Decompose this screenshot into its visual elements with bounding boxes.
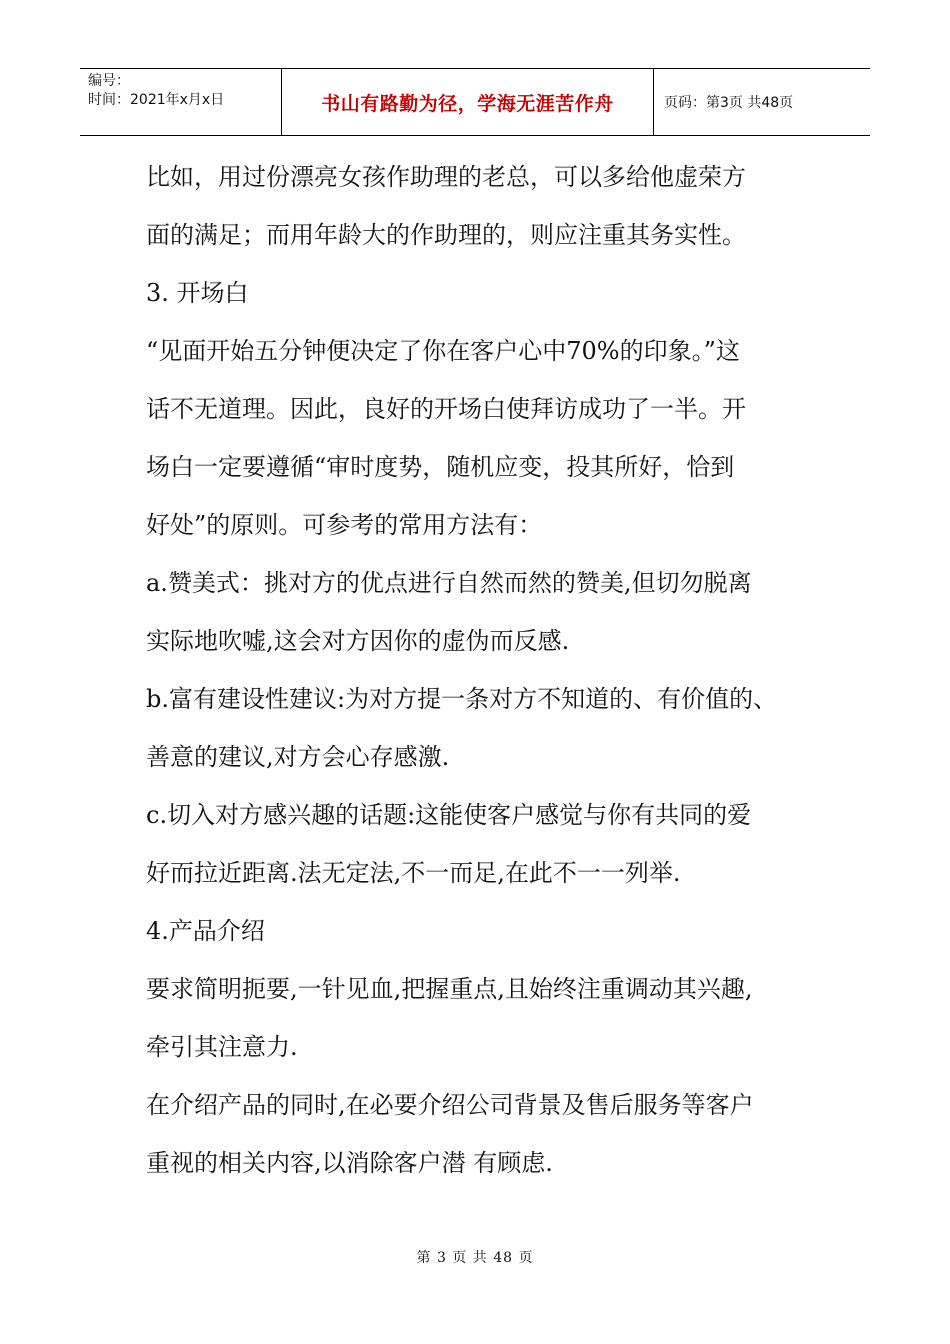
number-label: 编号： <box>88 73 130 89</box>
header-meta <box>80 69 282 135</box>
paragraph-line: 比如，用过份漂亮女孩作助理的老总，可以多给他虚荣方 <box>146 163 746 191</box>
header-motto-cell <box>282 69 654 135</box>
paragraph-line: 在介绍产品的同时,在必要介绍公司背景及售后服务等客户 <box>146 1091 754 1119</box>
page-info-text: 页码：第3页 共48页 <box>664 95 794 111</box>
paragraph-line: 要求简明扼要,一针见血,把握重点,且始终注重调动其兴趣, <box>146 975 753 1003</box>
paragraph-line: “见面开始五分钟便决定了你在客户心中70%的印象。”这 <box>146 337 740 365</box>
paragraph-line: 重视的相关内容,以消除客户潜 有顾虑. <box>146 1149 553 1177</box>
page-header <box>80 68 870 136</box>
paragraph-line: 牵引其注意力. <box>146 1033 298 1061</box>
list-item-line: c.切入对方感兴趣的话题:这能使客户感觉与你有共同的爱 <box>146 801 752 829</box>
document-body <box>146 148 826 1192</box>
paragraph-line: 面的满足；而用年龄大的作助理的，则应注重其务实性。 <box>146 221 746 249</box>
list-item-line: 好而拉近距离.法无定法,不一而足,在此不一一列举. <box>146 859 681 887</box>
list-item-line: 善意的建议,对方会心存感激. <box>146 743 450 771</box>
paragraph-line: 话不无道理。因此，良好的开场白使拜访成功了一半。开 <box>146 395 746 423</box>
paragraph-line: 场白一定要遵循“审时度势，随机应变，投其所好，恰到 <box>146 453 735 481</box>
list-item-line: b.富有建设性建议:为对方提一条对方不知道的、有价值的、 <box>146 685 778 713</box>
list-item-line: a.赞美式：挑对方的优点进行自然而然的赞美,但切勿脱离 <box>146 569 752 597</box>
motto-text: 书山有路勤为径，学海无涯苦作舟 <box>321 92 614 115</box>
time-label: 时间：2021年x月x日 <box>88 92 225 108</box>
section-heading: 4.产品介绍 <box>146 917 265 945</box>
section-heading: 3. 开场白 <box>146 279 249 307</box>
header-page-info <box>654 69 870 135</box>
list-item-line: 实际地吹嘘,这会对方因你的虚伪而反感. <box>146 627 570 655</box>
paragraph-line: 好处”的原则。可参考的常用方法有： <box>146 511 543 539</box>
page-footer: 第 3 页 共 48 页 <box>416 1250 534 1266</box>
